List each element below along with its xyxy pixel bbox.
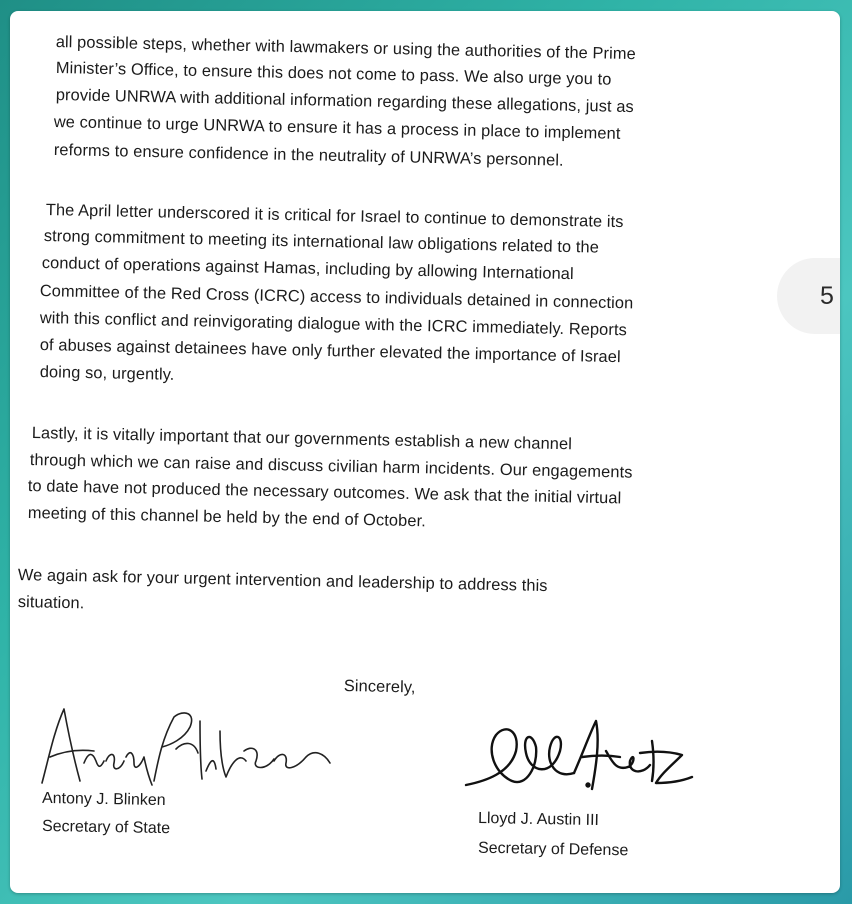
paragraph-3-line-4: meeting of this channel be held by the end of October. xyxy=(27,504,427,531)
document-viewer xyxy=(10,11,840,893)
paragraph-3-line-2: through which we can raise and discuss civilian harm incidents. Our engagements xyxy=(29,451,633,482)
paragraph-2-line-4: Committee of the Red Cross (ICRC) access to individuals detained in connection xyxy=(39,282,634,313)
paragraph-2-line-3: conduct of operations against Hamas, including by allowing International xyxy=(41,254,574,284)
paragraph-3-line-3: to date have not produced the necessary outcomes. We ask that the initial virtual xyxy=(27,477,622,508)
paragraph-2-line-6: of abuses against detainees have only further elevated the importance of Israel xyxy=(39,336,621,367)
blinken-signature xyxy=(34,691,334,791)
paragraph-2-line-5: with this conflict and reinvigorating dialogue with the ICRC immediately. Reports xyxy=(39,309,628,340)
paragraph-1-line-3: provide UNRWA with additional information regarding these allegations, just as xyxy=(55,86,635,117)
paragraph-1-line-5: reforms to ensure confidence in the neutrality of UNRWA’s personnel. xyxy=(53,141,564,170)
paragraph-2-line-1: The April letter underscored it is critical for Israel to continue to demonstrate its xyxy=(45,201,624,232)
page-number-badge xyxy=(777,258,840,334)
paragraph-1-line-1: all possible steps, whether with lawmakers or using the authorities of the Prime xyxy=(55,33,636,64)
blinken-name: Antony J. Blinken xyxy=(41,789,166,810)
blinken-title: Secretary of State xyxy=(41,817,171,838)
austin-title: Secretary of Defense xyxy=(477,839,629,860)
letter-page xyxy=(10,11,840,893)
austin-signature xyxy=(456,711,696,801)
paragraph-2-line-7: doing so, urgently. xyxy=(39,363,175,384)
page-number: 5 xyxy=(820,281,834,310)
paragraph-2-line-2: strong commitment to meeting its international law obligations related to the xyxy=(43,227,600,257)
austin-name: Lloyd J. Austin III xyxy=(477,809,600,830)
paragraph-4-line-2: situation. xyxy=(17,593,85,613)
paragraph-4-line-1: We again ask for your urgent intervention and leadership to address this xyxy=(17,566,548,596)
closing-text: Sincerely, xyxy=(343,677,416,697)
paragraph-3-line-1: Lastly, it is vitally important that our governments establish a new channel xyxy=(31,424,573,454)
paragraph-1-line-2: Minister’s Office, to ensure this does not come to pass. We also urge you to xyxy=(55,59,612,89)
paragraph-1-line-4: we continue to urge UNRWA to ensure it has a process in place to implement xyxy=(53,113,621,143)
